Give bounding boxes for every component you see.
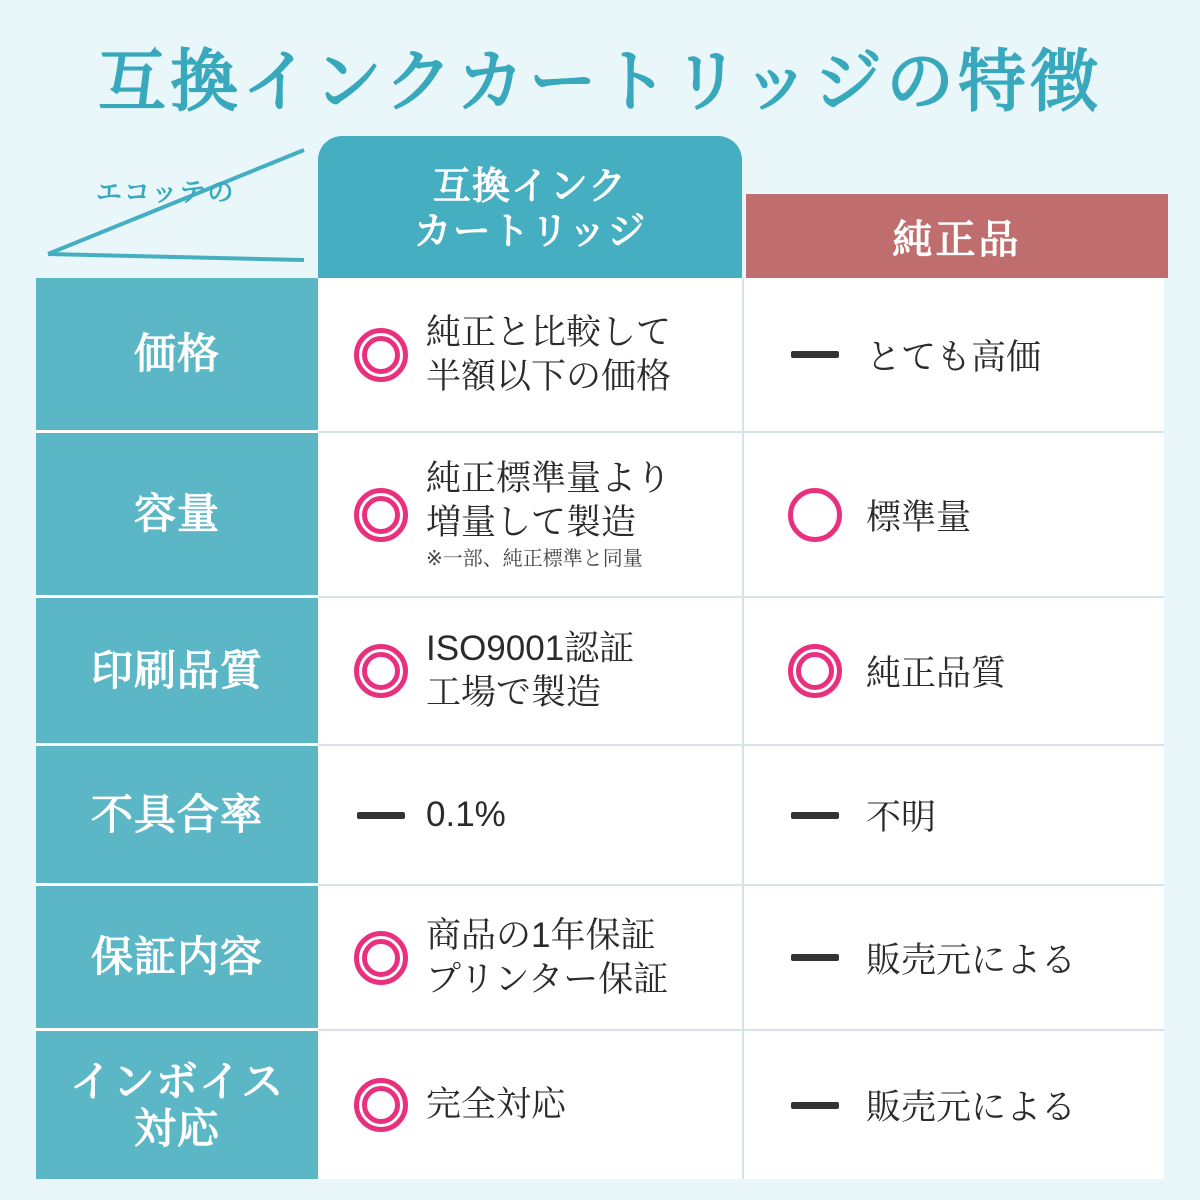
table-row [36,1031,1164,1179]
dash-icon [346,812,416,819]
cell-compatible [318,886,742,1031]
cell-genuine [742,598,1164,746]
cell-text: 不明 [866,798,937,837]
dash-icon [778,1102,852,1109]
cell-text-line2: プリンター保証 [426,959,669,999]
dash-icon [778,954,852,961]
cell-compatible [318,598,742,746]
cell-text-line2: 増量して製造 [426,503,637,542]
double-circle-icon [346,1078,416,1132]
cell-compatible [318,278,742,433]
column-header-compatible [318,136,742,278]
double-circle-icon [346,644,416,698]
cell-text-line1: 0.1% [426,795,506,835]
dash-icon [778,351,852,358]
cell-compatible [318,433,742,598]
cell-text-line1: 商品の1年保証 [426,915,656,955]
single-circle-icon [778,488,852,542]
row-label: 価格 [36,278,318,433]
cell-text: 純正品質 [866,654,1007,693]
column-header-compatible-line1: 互換インク [432,166,628,209]
row-label-line2: 対応 [133,1105,220,1152]
cell-text-line2: 工場で製造 [426,673,602,712]
table-body [36,278,1164,1179]
cell-genuine [742,746,1164,886]
cell-text-line2: 半額以下の価格 [426,356,672,396]
cell-genuine [742,886,1164,1031]
cell-text: 標準量 [866,497,972,537]
cell-text: 販売元による [866,940,1077,980]
dash-icon [778,812,852,819]
table-row [36,278,1164,433]
double-circle-icon [346,931,416,985]
column-header-genuine: 純正品 [746,194,1168,278]
cell-text-line1: 純正と比較して [426,312,672,352]
table-header-row [36,136,1164,278]
cell-text-line1: 純正標準量より [426,459,672,499]
corner-label: エコッテの [96,177,236,207]
table-row [36,598,1164,746]
table-row [36,433,1164,598]
row-label: 保証内容 [36,886,318,1031]
cell-compatible [318,1031,742,1179]
double-circle-icon [346,328,416,382]
cell-text: とても高価 [866,337,1042,377]
cell-compatible [318,746,742,886]
row-label: 印刷品質 [36,598,318,746]
row-label: 不具合率 [36,746,318,886]
row-label [36,1031,318,1179]
cell-text: 販売元による [866,1088,1077,1127]
table-row [36,746,1164,886]
column-header-compatible-line2: カートリッジ [413,211,647,253]
cell-genuine [742,433,1164,598]
cell-genuine [742,278,1164,433]
cell-text-note: ※一部、純正標準と同量 [426,547,643,570]
row-label: 容量 [36,433,318,598]
double-circle-icon [346,488,416,542]
cell-text-line1: 完全対応 [426,1085,567,1125]
row-label-line1: インボイス [69,1057,285,1105]
table-row [36,886,1164,1031]
cell-text-line1: ISO9001認証 [426,629,635,669]
double-circle-icon [778,644,852,698]
cell-genuine [742,1031,1164,1179]
page-title: 互換インクカートリッジの特徴 [98,44,1102,120]
